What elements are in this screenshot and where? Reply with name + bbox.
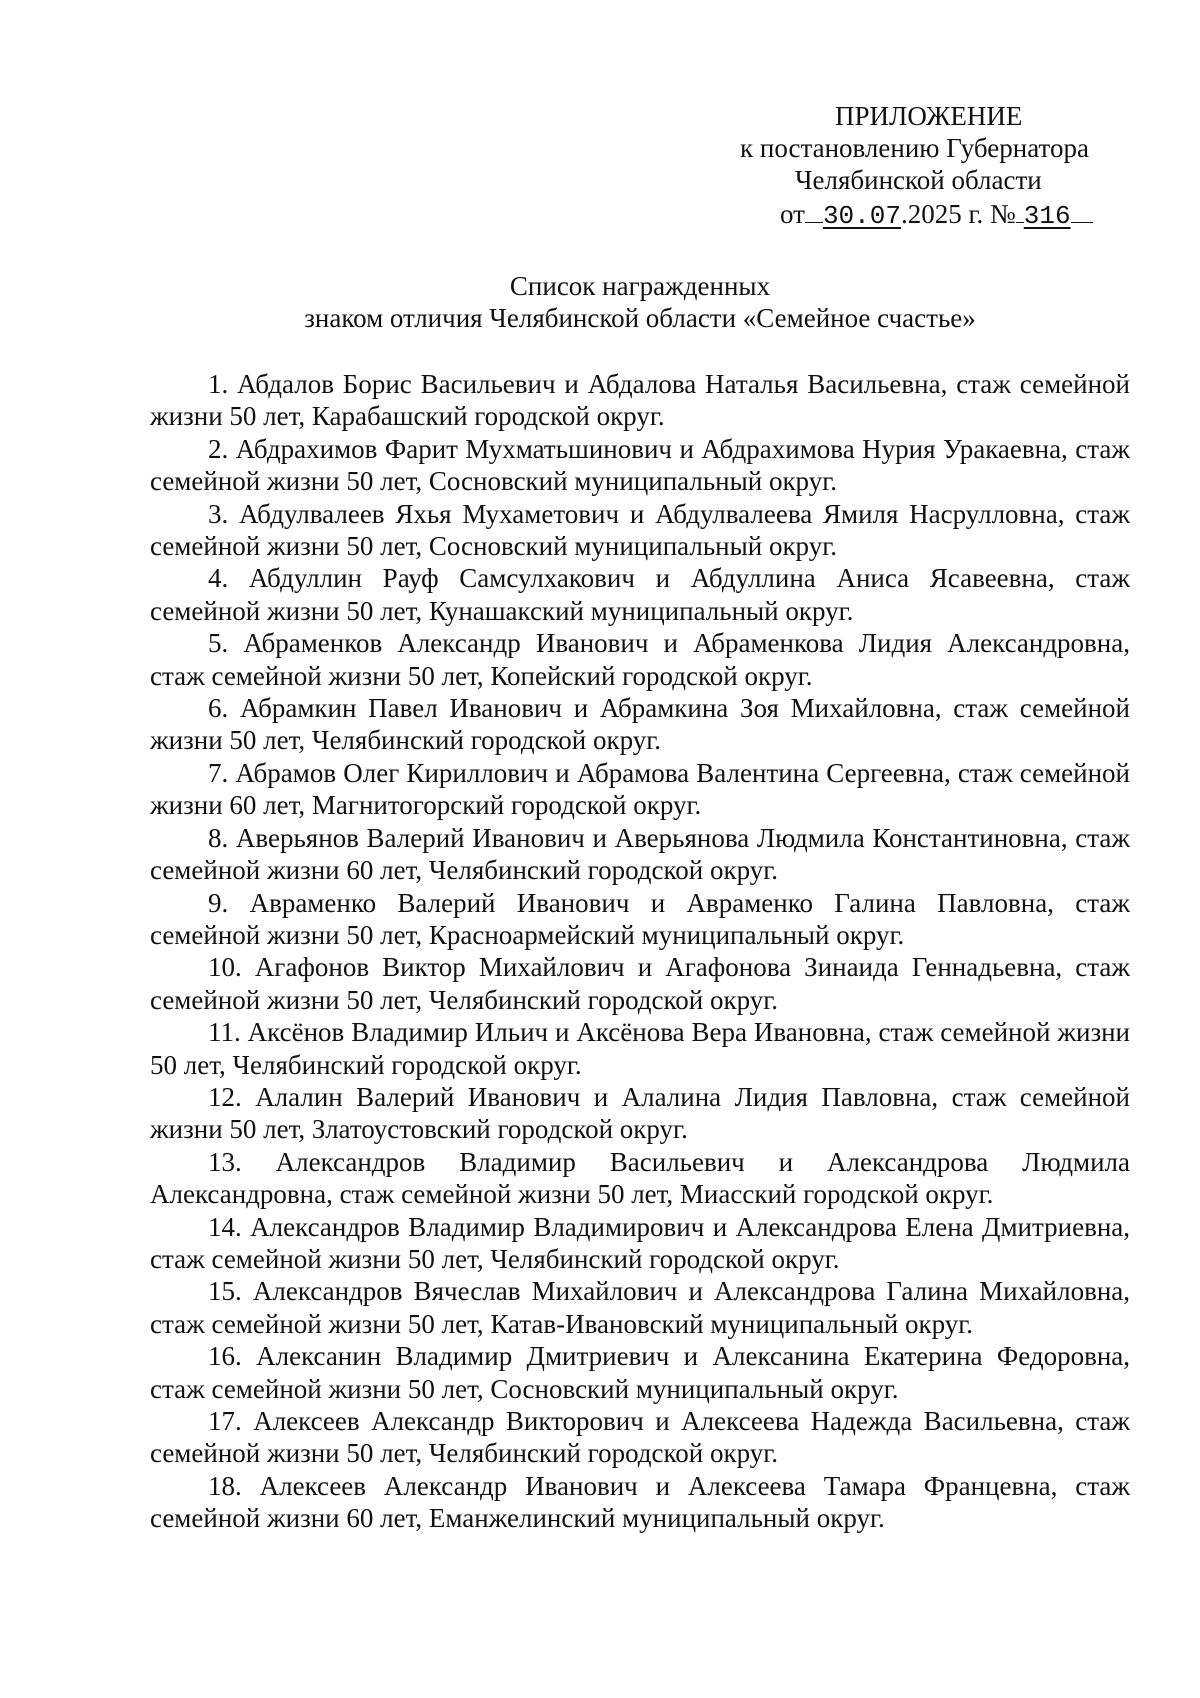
awardee-text: Абдулвалеев Яхья Мухаметович и Абдулвалеева Ямиля Насрулловна, стаж семейной жизни 50 лет, Сосновский муниципальный округ. [150, 498, 1131, 562]
awardee-text: Агафонов Виктор Михайлович и Агафонова Зинаида Геннадьевна, стаж семейной жизни 50 лет, Челябинский городской округ. [150, 952, 1130, 1015]
list-item [150, 951, 1130, 1016]
appendix-region: Челябинской области [795, 165, 1042, 195]
awardee-number: 18. [208, 1470, 242, 1501]
list-item [150, 1211, 1130, 1276]
awardee-text: Абдалов Борис Васильевич и Абдалова Наталья Васильевна, стаж семейной жизни 50 лет, Карабашский городской округ. [150, 369, 1130, 432]
decree-date: 30.07 [822, 201, 901, 231]
list-item [150, 627, 1130, 692]
list-item [150, 1275, 1130, 1340]
list-item [150, 368, 1130, 433]
awardee-text: Аксёнов Владимир Ильич и Аксёнова Вера Ивановна, стаж семейной жизни 50 лет, Челябинский городской округ. [150, 1017, 1131, 1080]
awardee-text: Алексеев Александр Викторович и Алексеева Надежда Васильевна, стаж семейной жизни 50 лет, Челябинский городской округ. [150, 1406, 1131, 1469]
awardee-number: 4. [208, 563, 229, 594]
number-underline-lead [1016, 196, 1024, 223]
list-item [150, 757, 1130, 822]
awardee-number: 17. [208, 1406, 242, 1436]
list-item [150, 1146, 1130, 1211]
list-title-line-1: Список награжденных [509, 271, 771, 301]
awardee-number: 9. [208, 887, 229, 918]
awardee-text: Александров Владимир Васильевич и Александрова Людмила Александровна, стаж семейной жизни 50 лет, Миасский городской округ. [150, 1146, 1130, 1210]
awardee-text: Абдрахимов Фарит Мухматьшинович и Абдрахимова Нурия Уракаевна, стаж семейной жизни 50 лет, Сосновский муниципальный округ. [150, 433, 1131, 497]
awardee-number: 14. [208, 1211, 242, 1242]
awardee-text: Авраменко Валерий Иванович и Авраменко Галина Павловна, стаж семейной жизни 50 лет, Красноармейский муниципальный округ. [150, 887, 1130, 950]
awardee-number: 1. [208, 369, 229, 399]
list-item [150, 1405, 1130, 1470]
list-item [150, 1016, 1130, 1081]
awardee-number: 12. [208, 1081, 242, 1112]
list-item [150, 887, 1130, 952]
awardee-number: 8. [208, 822, 229, 853]
awardee-number: 7. [208, 757, 229, 788]
awardee-list [150, 368, 1130, 1535]
date-year: .2025 г. № [900, 199, 1016, 229]
number-underline-tail [1071, 196, 1093, 223]
awardee-text: Абраменков Александр Иванович и Абраменкова Лидия Александровна, стаж семейной жизни 50 лет, Копейский городской округ. [150, 628, 1130, 691]
list-item [150, 692, 1130, 757]
list-item [150, 562, 1130, 627]
list-item [150, 433, 1130, 498]
appendix-title: ПРИЛОЖЕНИЕ [835, 101, 1023, 131]
awardee-text: Абдуллин Рауф Самсулхакович и Абдуллина Аниса Ясавеевна, стаж семейной жизни 50 лет, Кунашакский муниципальный округ. [150, 563, 1131, 626]
list-item [150, 1340, 1130, 1405]
awardee-number: 13. [208, 1146, 242, 1177]
appendix-date-line [740, 196, 1130, 232]
awardee-number: 11. [208, 1017, 241, 1048]
awardee-number: 5. [208, 628, 229, 659]
list-item [150, 1081, 1130, 1146]
awardee-text: Абрамкин Павел Иванович и Абрамкина Зоя Михайловна, стаж семейной жизни 50 лет, Челябинский городской округ. [150, 693, 1130, 756]
awardee-number: 2. [208, 433, 229, 464]
awardee-text: Алалин Валерий Иванович и Алалина Лидия Павловна, стаж семейной жизни 50 лет, Златоустовский городской округ. [150, 1081, 1130, 1145]
date-prefix: от [780, 199, 805, 229]
appendix-header [740, 100, 1130, 232]
appendix-reference: к постановлению Губернатора [740, 133, 1089, 163]
list-title-line-2: знаком отличия Челябинской области «Семейное счастье» [304, 303, 976, 333]
awardee-number: 3. [208, 498, 229, 529]
date-underline-lead [805, 196, 823, 223]
awardee-number: 16. [208, 1341, 242, 1372]
awardee-text: Аверьянов Валерий Иванович и Аверьянова Людмила Константиновна, стаж семейной жизни 60 лет, Челябинский городской округ. [150, 822, 1130, 886]
awardee-number: 6. [208, 693, 229, 724]
awardee-text: Абрамов Олег Кириллович и Абрамова Валентина Сергеевна, стаж семейной жизни 60 лет, Магнитогорский городской округ. [150, 757, 1130, 821]
awardee-text: Александров Владимир Владимирович и Александрова Елена Дмитриевна, стаж семейной жизни 50 лет, Челябинский городской округ. [150, 1211, 1131, 1274]
list-item [150, 498, 1130, 563]
awardee-text: Алексанин Владимир Дмитриевич и Алексанина Екатерина Федоровна, стаж семейной жизни 50 лет, Сосновский муниципальный округ. [150, 1341, 1130, 1404]
awardee-number: 15. [208, 1276, 242, 1307]
awardee-text: Алексеев Александр Иванович и Алексеева Тамара Францевна, стаж семейной жизни 60 лет, Еманжелинский муниципальный округ. [150, 1470, 1131, 1534]
list-title [0, 270, 1200, 334]
decree-number: 316 [1023, 201, 1071, 231]
awardee-number: 10. [208, 952, 242, 983]
awardee-text: Александров Вячеслав Михайлович и Александрова Галина Михайловна, стаж семейной жизни 50 лет, Катав-Ивановский муниципальный округ. [150, 1276, 1131, 1339]
list-item [150, 1470, 1130, 1535]
list-item [150, 822, 1130, 887]
